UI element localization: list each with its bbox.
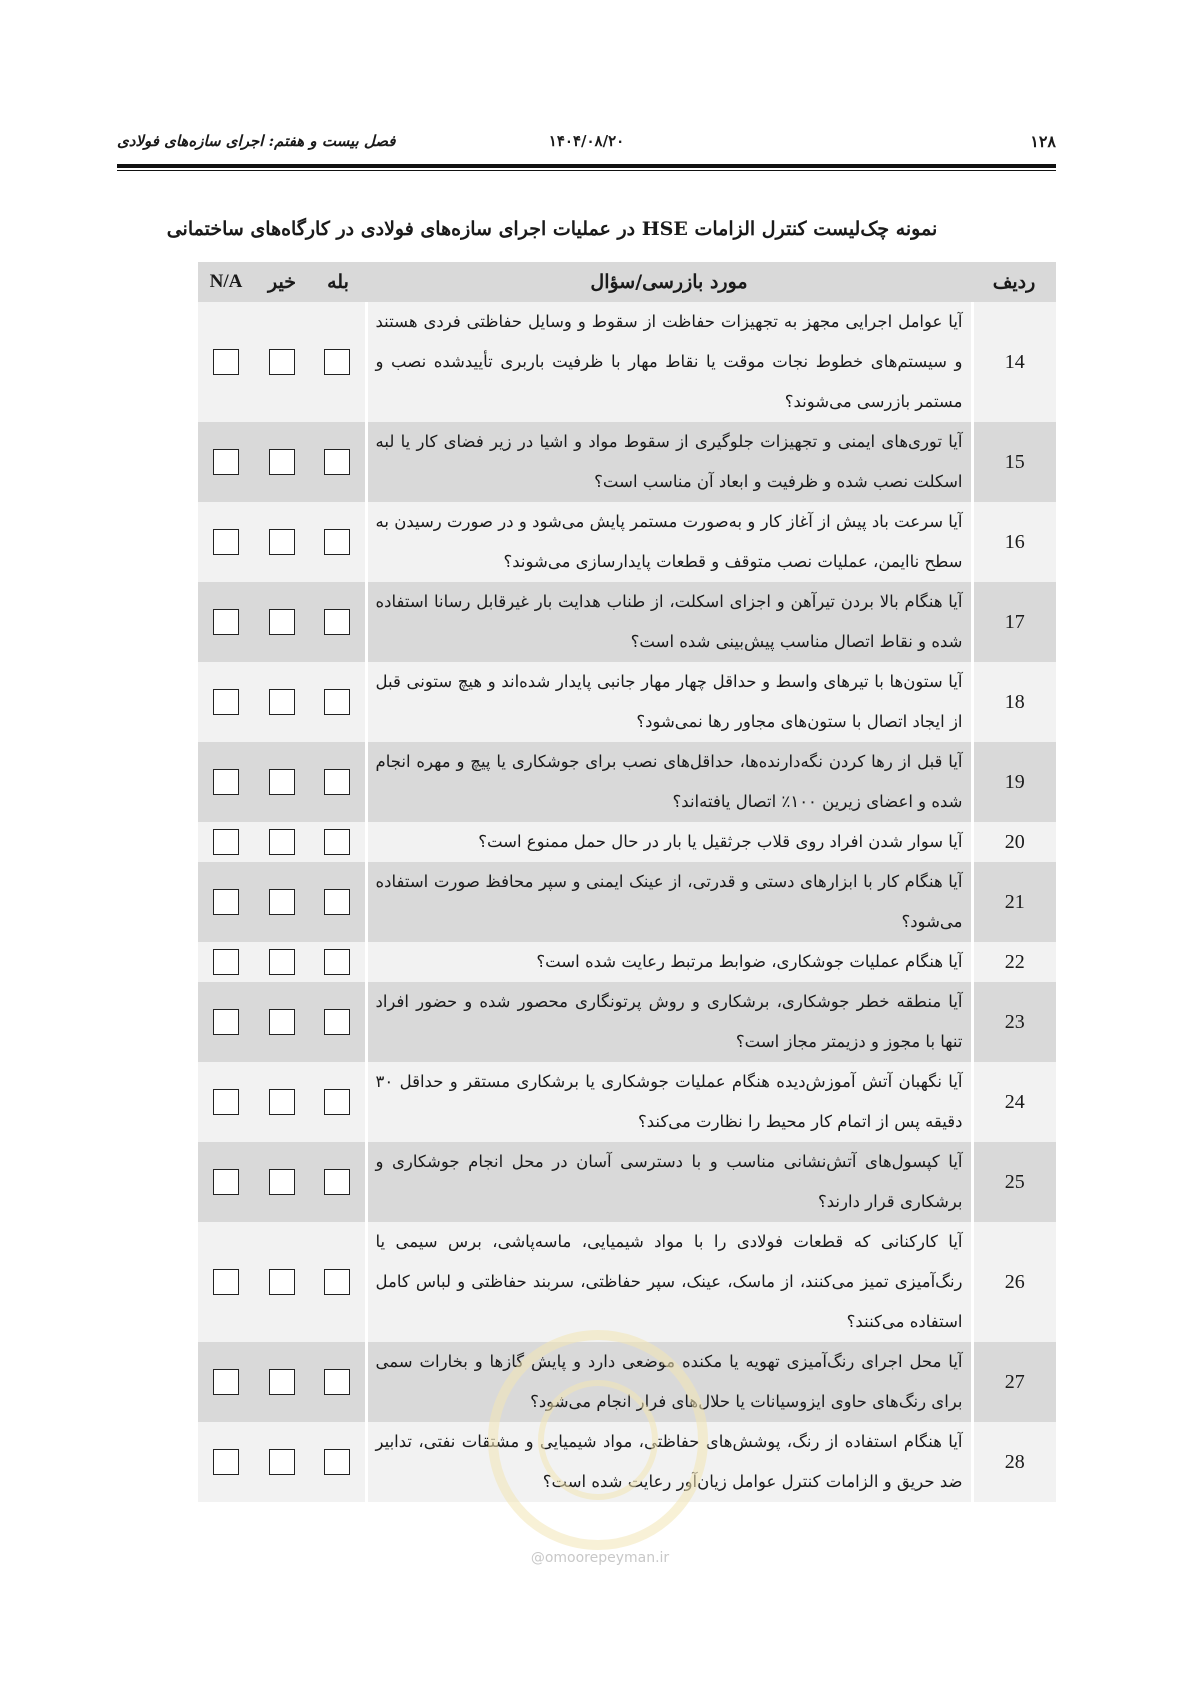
checkbox-no[interactable] <box>269 689 295 715</box>
cell-no <box>254 1422 310 1502</box>
checkbox-na[interactable] <box>213 1449 239 1475</box>
cell-na <box>198 1062 254 1142</box>
checkbox-no[interactable] <box>269 349 295 375</box>
checkbox-no[interactable] <box>269 889 295 915</box>
page-header <box>117 132 1056 162</box>
header-divider-thin <box>117 170 1056 171</box>
checkbox-no[interactable] <box>269 1269 295 1295</box>
header-date: ۱۴۰۴/۰۸/۲۰ <box>548 132 625 150</box>
checkbox-yes[interactable] <box>324 349 350 375</box>
cell-yes <box>310 582 366 662</box>
cell-no <box>254 1142 310 1222</box>
row-number: 15 <box>972 422 1056 502</box>
checkbox-no[interactable] <box>269 1169 295 1195</box>
row-number: 18 <box>972 662 1056 742</box>
checkbox-no[interactable] <box>269 1009 295 1035</box>
cell-na <box>198 1142 254 1222</box>
question-text: آیا نگهبان آتش آموزش‌دیده هنگام عملیات جوشکاری یا برشکاری مستقر و حداقل ۳۰ دقیقه پس از اتمام کار محیط را نظارت می‌کند؟ <box>366 1062 972 1142</box>
column-header-row: ردیف <box>972 262 1056 302</box>
question-text: آیا منطقه خطر جوشکاری، برشکاری و روش پرتونگاری محصور شده و حضور افراد تنها با مجوز و دزیمتر مجاز است؟ <box>366 982 972 1062</box>
checkbox-yes[interactable] <box>324 1169 350 1195</box>
checkbox-yes[interactable] <box>324 529 350 555</box>
cell-no <box>254 982 310 1062</box>
cell-no <box>254 742 310 822</box>
table-row <box>116 662 1056 742</box>
column-header-yes: بله <box>310 262 366 302</box>
checkbox-no[interactable] <box>269 1449 295 1475</box>
table-title: نمونه چک‌لیست کنترل الزامات HSE در عملیات اجرای سازه‌های فولادی در کارگاه‌های ساختمانی <box>166 218 938 240</box>
table-row <box>116 1062 1056 1142</box>
row-number: 17 <box>972 582 1056 662</box>
cell-na <box>198 1342 254 1422</box>
watermark-text: @omoorepeyman.ir <box>530 1550 670 1566</box>
table-row <box>116 1142 1056 1222</box>
cell-no <box>254 582 310 662</box>
checkbox-yes[interactable] <box>324 1269 350 1295</box>
table-row <box>116 742 1056 822</box>
row-number: 26 <box>972 1222 1056 1342</box>
cell-na <box>198 582 254 662</box>
table-header-row <box>116 262 1056 302</box>
table-row <box>116 822 1056 862</box>
row-number: 22 <box>972 942 1056 982</box>
row-number: 16 <box>972 502 1056 582</box>
question-text: آیا هنگام بالا بردن تیرآهن و اجزای اسکلت، از طناب هدایت بار غیرقابل رسانا استفاده شده و نقاط اتصال مناسب پیش‌بینی شده است؟ <box>366 582 972 662</box>
checkbox-na[interactable] <box>213 1369 239 1395</box>
cell-yes <box>310 302 366 422</box>
cell-no <box>254 422 310 502</box>
cell-yes <box>310 862 366 942</box>
row-number: 14 <box>972 302 1056 422</box>
table-row <box>116 582 1056 662</box>
question-text: آیا کپسول‌های آتش‌نشانی مناسب و با دسترسی آسان در محل انجام جوشکاری و برشکاری قرار دارند؟ <box>366 1142 972 1222</box>
row-number: 27 <box>972 1342 1056 1422</box>
table-row <box>116 1422 1056 1502</box>
checkbox-yes[interactable] <box>324 1009 350 1035</box>
checkbox-no[interactable] <box>269 449 295 475</box>
row-number: 23 <box>972 982 1056 1062</box>
question-text: آیا هنگام کار با ابزارهای دستی و قدرتی، از عینک ایمنی و سپر محافظ صورت استفاده می‌شود؟ <box>366 862 972 942</box>
question-text: آیا هنگام عملیات جوشکاری، ضوابط مرتبط رعایت شده است؟ <box>366 942 972 982</box>
checkbox-na[interactable] <box>213 1269 239 1295</box>
row-number: 20 <box>972 822 1056 862</box>
checkbox-yes[interactable] <box>324 889 350 915</box>
cell-no <box>254 662 310 742</box>
cell-na <box>198 822 254 862</box>
cell-na <box>198 502 254 582</box>
table-row <box>116 422 1056 502</box>
cell-no <box>254 502 310 582</box>
cell-yes <box>310 982 366 1062</box>
checkbox-na[interactable] <box>213 349 239 375</box>
cell-na <box>198 422 254 502</box>
cell-na <box>198 1422 254 1502</box>
cell-yes <box>310 422 366 502</box>
cell-yes <box>310 1222 366 1342</box>
cell-yes <box>310 1342 366 1422</box>
checkbox-na[interactable] <box>213 609 239 635</box>
checkbox-yes[interactable] <box>324 949 350 975</box>
question-text: آیا سوار شدن افراد روی قلاب جرثقیل یا بار در حال حمل ممنوع است؟ <box>366 822 972 862</box>
cell-no <box>254 1062 310 1142</box>
checkbox-no[interactable] <box>269 829 295 855</box>
row-number: 25 <box>972 1142 1056 1222</box>
cell-na <box>198 1222 254 1342</box>
question-text: آیا هنگام استفاده از رنگ، پوشش‌های حفاظتی، مواد شیمیایی و مشتقات نفتی، تدابیر ضد حریق و الزامات کنترل عوامل زیان‌آور رعایت شده است؟ <box>366 1422 972 1502</box>
chapter-title: فصل بیست و هفتم: اجرای سازه‌های فولادی <box>117 132 396 150</box>
row-number: 24 <box>972 1062 1056 1142</box>
checkbox-yes[interactable] <box>324 449 350 475</box>
cell-na <box>198 862 254 942</box>
header-divider-thick <box>117 164 1056 168</box>
checkbox-no[interactable] <box>269 529 295 555</box>
checkbox-no[interactable] <box>269 949 295 975</box>
checkbox-no[interactable] <box>269 1089 295 1115</box>
table-row <box>116 982 1056 1062</box>
checkbox-yes[interactable] <box>324 1089 350 1115</box>
checkbox-yes[interactable] <box>324 1449 350 1475</box>
checkbox-na[interactable] <box>213 1169 239 1195</box>
cell-yes <box>310 822 366 862</box>
row-number: 28 <box>972 1422 1056 1502</box>
cell-no <box>254 1342 310 1422</box>
row-number: 21 <box>972 862 1056 942</box>
table-row <box>116 1222 1056 1342</box>
cell-na <box>198 982 254 1062</box>
checkbox-na[interactable] <box>213 769 239 795</box>
question-text: آیا کارکنانی که قطعات فولادی را با مواد شیمیایی، ماسه‌پاشی، برس سیمی یا رنگ‌آمیزی تمیز می‌کنند، از ماسک، عینک، سپر حفاظتی، سربند حفاظتی و لباس کامل استفاده می‌کنند؟ <box>366 1222 972 1342</box>
cell-no <box>254 1222 310 1342</box>
table-row <box>116 862 1056 942</box>
column-header-no: خیر <box>254 262 310 302</box>
checkbox-na[interactable] <box>213 949 239 975</box>
cell-yes <box>310 742 366 822</box>
checkbox-na[interactable] <box>213 1009 239 1035</box>
cell-no <box>254 942 310 982</box>
hse-checklist-table <box>116 262 1056 1502</box>
checkbox-no[interactable] <box>269 1369 295 1395</box>
cell-no <box>254 822 310 862</box>
cell-yes <box>310 1142 366 1222</box>
column-header-na: N/A <box>198 262 254 302</box>
cell-yes <box>310 662 366 742</box>
checkbox-na[interactable] <box>213 689 239 715</box>
checkbox-yes[interactable] <box>324 769 350 795</box>
cell-na <box>198 942 254 982</box>
cell-yes <box>310 502 366 582</box>
column-header-question: مورد بازرسی/سؤال <box>366 262 972 302</box>
table-row <box>116 942 1056 982</box>
cell-yes <box>310 1062 366 1142</box>
cell-na <box>198 662 254 742</box>
cell-no <box>254 302 310 422</box>
table-row <box>116 1342 1056 1422</box>
checkbox-yes[interactable] <box>324 829 350 855</box>
question-text: آیا ستون‌ها با تیرهای واسط و حداقل چهار مهار جانبی پایدار شده‌اند و هیچ ستونی قبل از ایجاد اتصال با ستون‌های مجاور رها نمی‌شود؟ <box>366 662 972 742</box>
question-text: آیا توری‌های ایمنی و تجهیزات جلوگیری از سقوط مواد و اشیا در زیر فضای کار یا لبه اسکلت نصب شده و ظرفیت و ابعاد آن مناسب است؟ <box>366 422 972 502</box>
checkbox-na[interactable] <box>213 1089 239 1115</box>
question-text: آیا عوامل اجرایی مجهز به تجهیزات حفاظت از سقوط و وسایل حفاظتی فردی هستند و سیستم‌های خطوط نجات موقت یا نقاط مهار با ظرفیت باربری تأییدشده نصب و مستمر بازرسی می‌شوند؟ <box>366 302 972 422</box>
checkbox-na[interactable] <box>213 829 239 855</box>
cell-na <box>198 302 254 422</box>
checkbox-na[interactable] <box>213 889 239 915</box>
row-number: 19 <box>972 742 1056 822</box>
question-text: آیا محل اجرای رنگ‌آمیزی تهویه یا مکنده موضعی دارد و پایش گازها و بخارات سمی برای رنگ‌های حاوی ایزوسیانات یا حلال‌های فرار انجام می‌شود؟ <box>366 1342 972 1422</box>
table-row <box>116 302 1056 422</box>
cell-na <box>198 742 254 822</box>
checkbox-yes[interactable] <box>324 1369 350 1395</box>
checkbox-no[interactable] <box>269 609 295 635</box>
question-text: آیا قبل از رها کردن نگه‌دارنده‌ها، حداقل‌های نصب برای جوشکاری یا پیچ و مهره انجام شده و اعضای زیرین ۱۰۰٪ اتصال یافته‌اند؟ <box>366 742 972 822</box>
page-number: ۱۲۸ <box>1030 132 1056 151</box>
question-text: آیا سرعت باد پیش از آغاز کار و به‌صورت مستمر پایش می‌شود و در صورت رسیدن به سطح ناایمن، عملیات نصب متوقف و قطعات پایدارسازی می‌شوند؟ <box>366 502 972 582</box>
checkbox-na[interactable] <box>213 449 239 475</box>
checkbox-na[interactable] <box>213 529 239 555</box>
cell-yes <box>310 1422 366 1502</box>
cell-no <box>254 862 310 942</box>
checkbox-yes[interactable] <box>324 689 350 715</box>
table-row <box>116 502 1056 582</box>
checkbox-yes[interactable] <box>324 609 350 635</box>
cell-yes <box>310 942 366 982</box>
checkbox-no[interactable] <box>269 769 295 795</box>
